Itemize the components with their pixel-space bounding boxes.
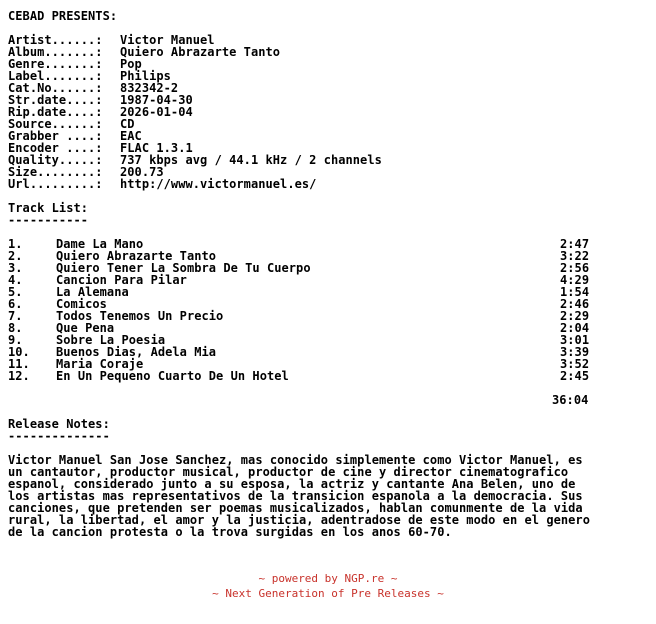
- track-duration: 3:22: [560, 249, 590, 263]
- track-duration: 3:01: [560, 333, 590, 347]
- track-title: Dame La Mano: [56, 237, 144, 251]
- track-title: Cancion Para Pilar: [56, 273, 187, 287]
- track-duration: 2:45: [560, 369, 590, 383]
- info-size: [8, 166, 648, 178]
- track-title: Sobre La Poesia: [56, 333, 166, 347]
- track-title: Quiero Abrazarte Tanto: [56, 249, 217, 263]
- info-key: Grabber ....:: [8, 129, 103, 143]
- release-notes-line: espanol, considerado junto a su esposa, la actriz y cantante Ana Belen, uno de: [8, 477, 576, 491]
- track-title: Quiero Tener La Sombra De Tu Cuerpo: [56, 261, 311, 275]
- track-number: 3.: [8, 261, 23, 275]
- track-title: Comicos: [56, 297, 107, 311]
- info-catno: [8, 82, 648, 94]
- track-title: Que Pena: [56, 321, 115, 335]
- info-album: [8, 46, 648, 58]
- track-title: Buenos Dias, Adela Mia: [56, 345, 217, 359]
- track-number: 10.: [8, 345, 30, 359]
- track-row: [8, 370, 648, 382]
- info-key: Size........:: [8, 165, 103, 179]
- info-value: FLAC 1.3.1: [120, 141, 193, 155]
- total-time: 36:04: [552, 393, 589, 407]
- info-key: Url.........:: [8, 177, 103, 191]
- track-number: 1.: [8, 237, 23, 251]
- track-number: 2.: [8, 249, 23, 263]
- info-key: Source......:: [8, 117, 103, 131]
- info-value: http://www.victormanuel.es/: [120, 177, 317, 191]
- track-number: 9.: [8, 333, 23, 347]
- track-duration: 2:04: [560, 321, 590, 335]
- track-number: 6.: [8, 297, 23, 311]
- info-block: [8, 34, 648, 190]
- info-value: 832342-2: [120, 81, 179, 95]
- release-notes-line: rural, la libertad, el amor y la justicia, adentradose de este modo en el genero: [8, 513, 590, 527]
- info-key: Genre.......:: [8, 57, 103, 71]
- info-value: Quiero Abrazarte Tanto: [120, 45, 281, 59]
- spacer: [8, 190, 648, 202]
- nfo-document: [8, 10, 648, 538]
- track-duration: 4:29: [560, 273, 590, 287]
- track-duration: 3:52: [560, 357, 590, 371]
- track-number: 8.: [8, 321, 23, 335]
- info-url: [8, 178, 648, 190]
- track-title: Todos Tenemos Un Precio: [56, 309, 224, 323]
- info-key: Artist......:: [8, 33, 103, 47]
- track-number: 4.: [8, 273, 23, 287]
- track-number: 5.: [8, 285, 23, 299]
- release-notes-body: [8, 454, 648, 538]
- release-notes-underline: --------------: [8, 429, 110, 443]
- tracklist-underline: -----------: [8, 213, 89, 227]
- track-title: La Alemana: [56, 285, 129, 299]
- info-artist: [8, 34, 648, 46]
- track-duration: 2:29: [560, 309, 590, 323]
- spacer: [8, 22, 648, 34]
- info-label: [8, 70, 648, 82]
- info-genre: [8, 58, 648, 70]
- info-key: Quality.....:: [8, 153, 103, 167]
- total-time-row: [8, 394, 648, 406]
- info-str-date: [8, 94, 648, 106]
- track-duration: 3:39: [560, 345, 590, 359]
- info-key: Str.date....:: [8, 93, 103, 107]
- info-value: 737 kbps avg / 44.1 kHz / 2 channels: [120, 153, 382, 167]
- info-key: Label.......:: [8, 69, 103, 83]
- info-key: Encoder ....:: [8, 141, 103, 155]
- release-notes-heading: Release Notes:: [8, 417, 110, 431]
- info-value: Philips: [120, 69, 171, 83]
- tracklist-heading: Track List:: [8, 201, 89, 215]
- release-notes-line: Victor Manuel San Jose Sanchez, mas conocido simplemente como Victor Manuel, es: [8, 453, 583, 467]
- release-notes-line: canciones, que pretenden ser poemas musicalizados, hablan comunmente de la vida: [8, 501, 583, 515]
- info-source: [8, 118, 648, 130]
- tracklist: [8, 238, 648, 382]
- info-value: Pop: [120, 57, 142, 71]
- info-key: Rip.date....:: [8, 105, 103, 119]
- track-duration: 2:56: [560, 261, 590, 275]
- release-notes-line: de la cancion protesta o la trova surgidas en los anos 60-70.: [8, 525, 452, 539]
- track-number: 12.: [8, 369, 30, 383]
- info-grabber: [8, 130, 648, 142]
- info-key: Cat.No......:: [8, 81, 103, 95]
- info-value: Victor Manuel: [120, 33, 215, 47]
- header-title: CEBAD PRESENTS:: [8, 9, 118, 23]
- info-quality: [8, 154, 648, 166]
- release-notes-line: los artistas mas representativos de la transicion espanola a la democracia. Sus: [8, 489, 583, 503]
- track-duration: 2:46: [560, 297, 590, 311]
- info-value: 200.73: [120, 165, 164, 179]
- track-number: 7.: [8, 309, 23, 323]
- info-value: EAC: [120, 129, 142, 143]
- track-title: En Un Pequeno Cuarto De Un Hotel: [56, 369, 289, 383]
- info-key: Album.......:: [8, 45, 103, 59]
- track-duration: 2:47: [560, 237, 590, 251]
- track-title: Maria Coraje: [56, 357, 144, 371]
- release-notes-line: un cantautor, productor musical, productor de cine y director cinematografico: [8, 465, 569, 479]
- track-duration: 1:54: [560, 285, 590, 299]
- footer-tagline: ~ Next Generation of Pre Releases ~: [212, 587, 444, 600]
- info-value: 1987-04-30: [120, 93, 193, 107]
- info-value: 2026-01-04: [120, 105, 193, 119]
- info-rip-date: [8, 106, 648, 118]
- footer-powered-by: ~ powered by NGP.re ~: [258, 572, 398, 585]
- info-value: CD: [120, 117, 135, 131]
- track-number: 11.: [8, 357, 30, 371]
